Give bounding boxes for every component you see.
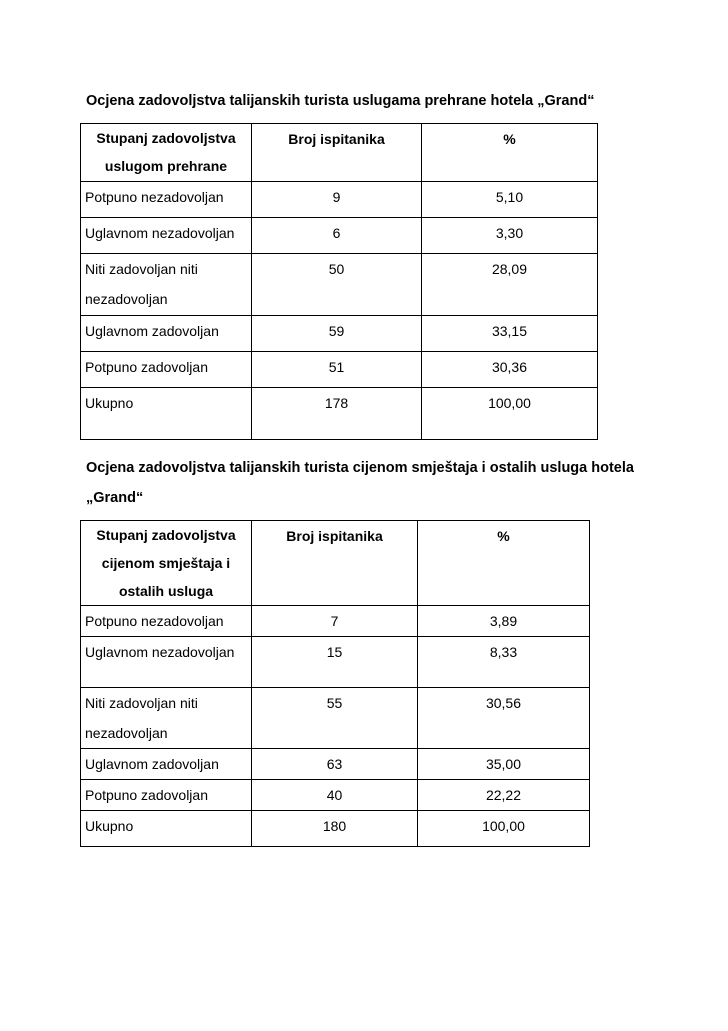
table-row xyxy=(81,688,590,749)
table-row-total xyxy=(81,388,598,440)
row-label: Uglavnom nezadovoljan xyxy=(81,218,252,254)
row-count: 180 xyxy=(252,811,418,847)
row-label: Potpuno zadovoljan xyxy=(81,780,252,811)
table-row xyxy=(81,749,590,780)
row-label: Ukupno xyxy=(81,811,252,847)
row-percent: 100,00 xyxy=(422,388,598,440)
row-label: Potpuno zadovoljan xyxy=(81,352,252,388)
header-line: ostalih usluga xyxy=(118,583,214,599)
table-row xyxy=(81,316,598,352)
row-percent: 8,33 xyxy=(418,637,590,688)
row-label: Uglavnom nezadovoljan xyxy=(81,637,252,688)
row-percent: 33,15 xyxy=(422,316,598,352)
table-header-row xyxy=(81,521,590,606)
table-row xyxy=(81,254,598,316)
table-header-row xyxy=(81,124,598,182)
price-satisfaction-table xyxy=(80,520,590,847)
row-count: 6 xyxy=(252,218,422,254)
header-satisfaction-level xyxy=(81,521,252,606)
row-count: 40 xyxy=(252,780,418,811)
table-row xyxy=(81,606,590,637)
table2-title: Ocjena zadovoljstva talijanskih turista cijenom smještaja i ostalih usluga hotela „Grand“ xyxy=(86,460,634,506)
row-count: 50 xyxy=(252,254,422,316)
row-label: Potpuno nezadovoljan xyxy=(81,606,252,637)
table-row xyxy=(81,780,590,811)
row-count: 9 xyxy=(252,182,422,218)
row-percent: 5,10 xyxy=(422,182,598,218)
header-line: uslugom prehrane xyxy=(104,158,228,174)
table-row-total xyxy=(81,811,590,847)
row-count: 59 xyxy=(252,316,422,352)
row-count: 15 xyxy=(252,637,418,688)
row-label: Niti zadovoljan niti nezadovoljan xyxy=(81,254,252,316)
row-label: Potpuno nezadovoljan xyxy=(81,182,252,218)
row-count: 7 xyxy=(252,606,418,637)
row-label: Uglavnom zadovoljan xyxy=(81,749,252,780)
row-count: 178 xyxy=(252,388,422,440)
row-count: 55 xyxy=(252,688,418,749)
row-label: Uglavnom zadovoljan xyxy=(81,316,252,352)
header-percent: % xyxy=(422,124,598,182)
row-percent: 35,00 xyxy=(418,749,590,780)
header-percent: % xyxy=(418,521,590,606)
row-percent: 3,89 xyxy=(418,606,590,637)
row-percent: 28,09 xyxy=(422,254,598,316)
header-line: cijenom smještaja i xyxy=(101,555,231,571)
row-percent: 3,30 xyxy=(422,218,598,254)
table-row xyxy=(81,182,598,218)
header-line: Stupanj zadovoljstva xyxy=(96,130,236,146)
header-satisfaction-level xyxy=(81,124,252,182)
row-count: 63 xyxy=(252,749,418,780)
table-row xyxy=(81,352,598,388)
table1-title: Ocjena zadovoljstva talijanskih turista uslugama prehrane hotela „Grand“ xyxy=(86,93,595,109)
row-percent: 100,00 xyxy=(418,811,590,847)
header-respondent-count: Broj ispitanika xyxy=(252,521,418,606)
row-percent: 30,56 xyxy=(418,688,590,749)
food-service-satisfaction-table xyxy=(80,123,598,440)
table-row xyxy=(81,218,598,254)
row-label: Ukupno xyxy=(81,388,252,440)
row-percent: 30,36 xyxy=(422,352,598,388)
row-label: Niti zadovoljan niti nezadovoljan xyxy=(81,688,252,749)
row-count: 51 xyxy=(252,352,422,388)
row-percent: 22,22 xyxy=(418,780,590,811)
header-line: Stupanj zadovoljstva xyxy=(96,527,236,543)
header-respondent-count: Broj ispitanika xyxy=(252,124,422,182)
table-row xyxy=(81,637,590,688)
